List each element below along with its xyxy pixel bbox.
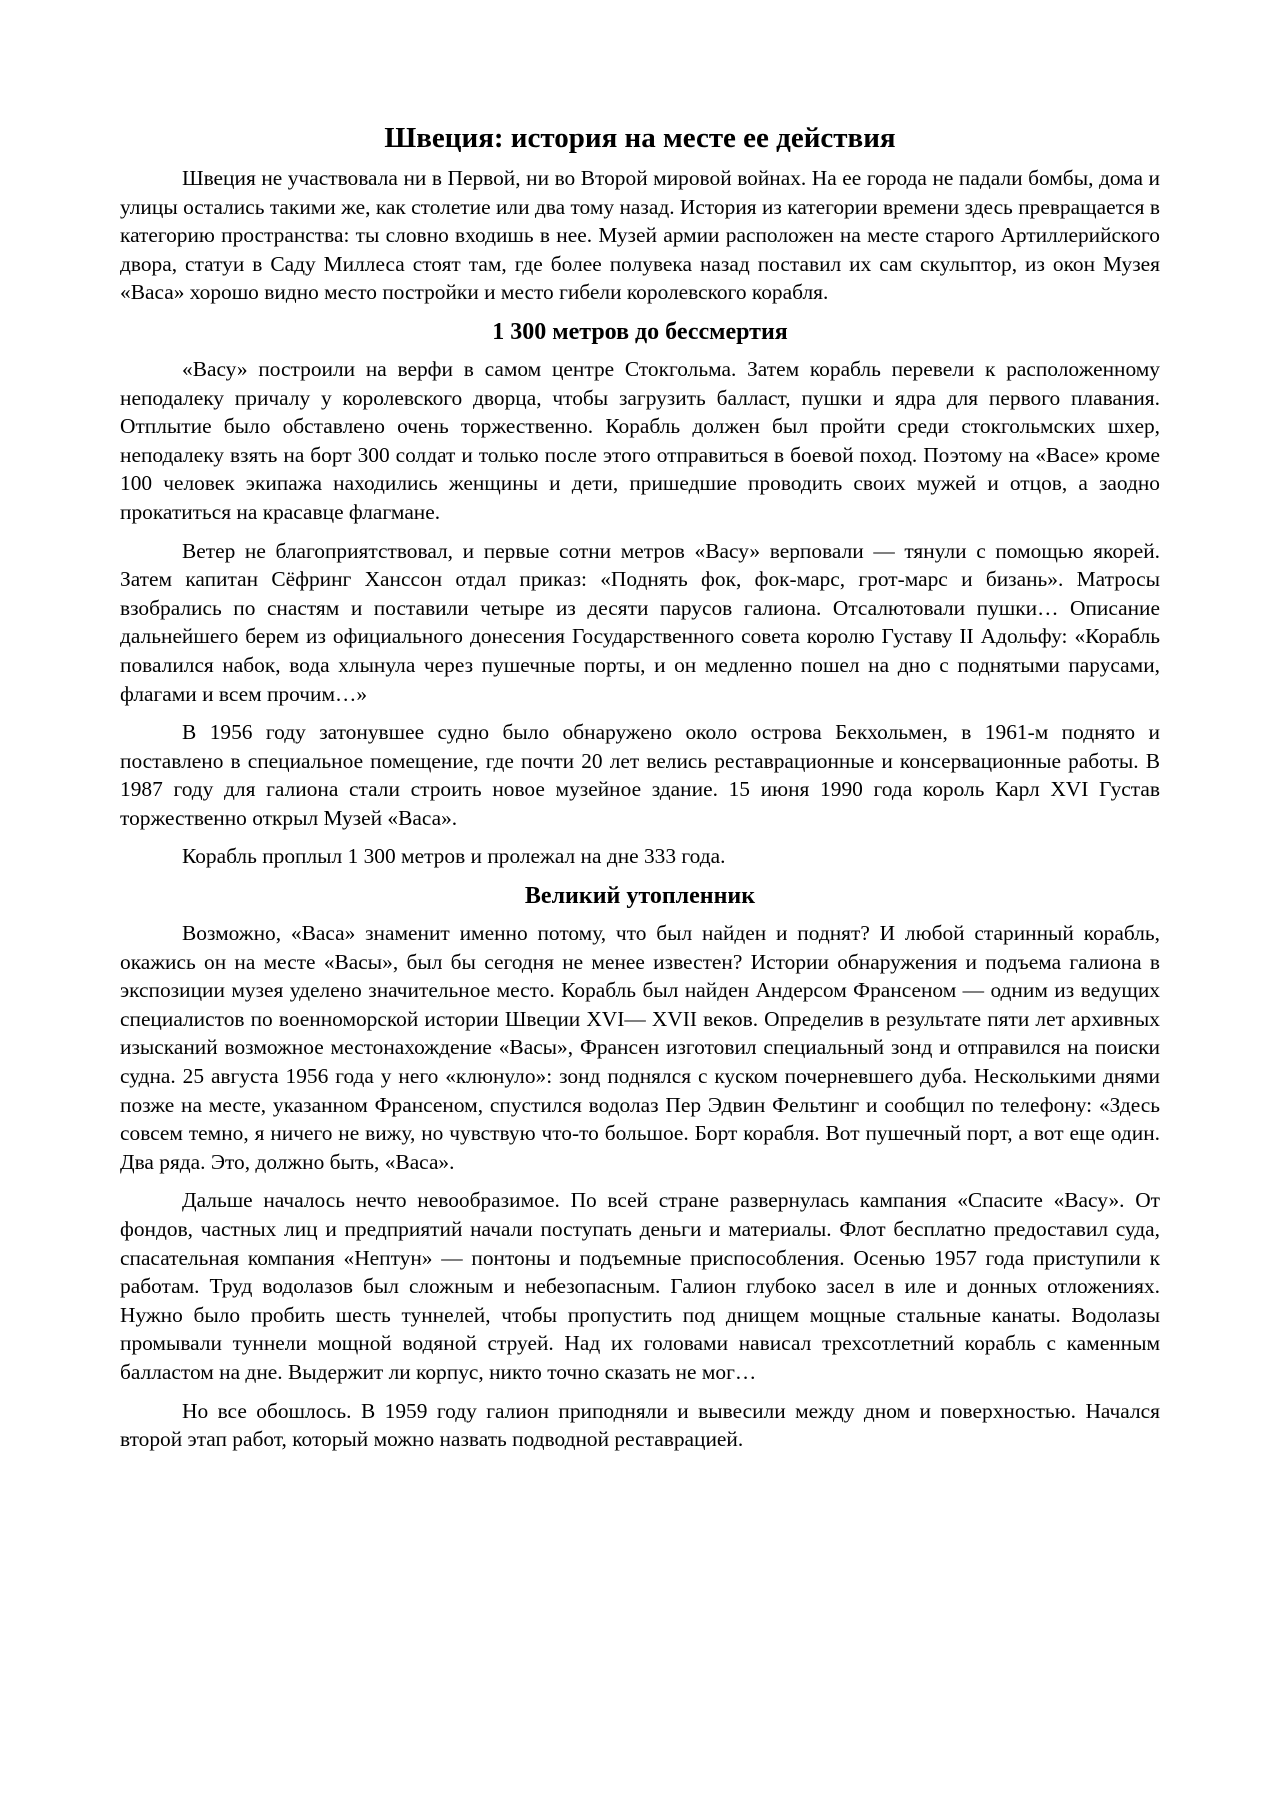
- document-title: Швеция: история на месте ее действия: [384, 122, 896, 154]
- section-great-drowned: [120, 881, 1160, 1454]
- paragraph: Дальше началось нечто невообразимое. По всей стране развернулась кампания «Спасите «Васу». От фондов, частных лиц и предприятий начали поступать деньги и материалы. Флот бесплатно предоставил суда, спасательная компания «Нептун» — понтоны и подъемные приспособления. Осенью 1957 года приступили к работам. Труд водолазов был сложным и небезопасным. Галион глубоко засел в иле и донных отложениях. Нужно было пробить шесть туннелей, чтобы пропустить под днищем мощные стальные канаты. Водолазы промывали туннели мощной водяной струей. Над их головами нависал трехсотлетний корабль с каменным балластом на дне. Выдержит ли корпус, никто точно сказать не мог…: [120, 1188, 1160, 1384]
- paragraph: Ветер не благоприятствовал, и первые сотни метров «Васу» верповали — тянули с помощью якорей. Затем капитан Сёфринг Ханссон отдал приказ: «Поднять фок, фок-марс, грот-марс и бизань». Матросы взобрались по снастям и поставили четыре из десяти парусов галиона. Отсалютовали пушки… Описание дальнейшего берем из официального донесения Государственного совета королю Густаву II Адольфу: «Корабль повалился набок, вода хлынула через пушечные порты, и он медленно пошел на дно с поднятыми парусами, флагами и всем прочим…»: [120, 538, 1160, 706]
- paragraph: «Васу» построили на верфи в самом центре Стокгольма. Затем корабль перевели к расположенному неподалеку причалу у королевского дворца, чтобы загрузить балласт, пушки и ядра для первого плавания. Отплытие было обставлено очень торжественно. Корабль должен был пройти среди стокгольмских шхер, неподалеку взять на борт 300 солдат и только после этого отправиться в боевой поход. Поэтому на «Васе» кроме 100 человек экипажа находились женщины и дети, пришедшие проводить своих мужей и отцов, а заодно прокатиться на красавце флагмане.: [120, 356, 1160, 524]
- section-heading: 1 300 метров до бессмертия: [492, 318, 788, 345]
- section-heading: Великий утопленник: [524, 883, 756, 910]
- paragraph: Корабль проплыл 1 300 метров и пролежал на дне 333 года.: [182, 844, 726, 869]
- section-1300-meters: [120, 317, 1160, 871]
- paragraph: Возможно, «Васа» знаменит именно потому, что был найден и поднят? И любой старинный корабль, окажись он на месте «Васы», был бы сегодня не менее известен? Истории обнаружения и подъема галиона в экспозиции музея уделено значительное место. Корабль был найден Андерсом Франсеном — одним из ведущих специалистов по военноморской истории Швеции XVI— XVII веков. Определив в результате пяти лет архивных изысканий возможное местонахождение «Васы», Франсен изготовил специальный зонд и отправился на поиски судна. 25 августа 1956 года у него «клюнуло»: зонд поднялся с куском почерневшего дуба. Несколькими днями позже на месте, указанном Франсеном, спустился водолаз Пер Эдвин Фельтинг и сообщил по телефону: «Здесь совсем темно, я ничего не вижу, но чувствую что-то большое. Борт корабля. Вот пушечный порт, а вот еще один. Два ряда. Это, должно быть, «Васа».: [120, 921, 1160, 1174]
- paragraph: Швеция не участвовала ни в Первой, ни во Второй мировой войнах. На ее города не падали бомбы, дома и улицы остались такими же, как столетие или два тому назад. История из категории времени здесь превращается в категорию пространства: ты словно входишь в нее. Музей армии расположен на месте старого Артиллерийского двора, статуи в Саду Миллеса стоят там, где более полувека назад поставил их сам скульптор, из окон Музея «Васа» хорошо видно место постройки и место гибели королевского корабля.: [120, 166, 1160, 305]
- paragraph: В 1956 году затонувшее судно было обнаружено около острова Бекхольмен, в 1961-м поднято и поставлено в специальное помещение, где почти 20 лет велись реставрационные и консервационные работы. В 1987 году для галиона стали строить новое музейное здание. 15 июня 1990 года король Карл XVI Густав торжественно открыл Музей «Васа».: [120, 720, 1160, 830]
- paragraph: Но все обошлось. В 1959 году галион приподняли и вывесили между дном и поверхностью. Начался второй этап работ, который можно назвать подводной реставрацией.: [120, 1398, 1160, 1452]
- section-intro: [120, 164, 1160, 307]
